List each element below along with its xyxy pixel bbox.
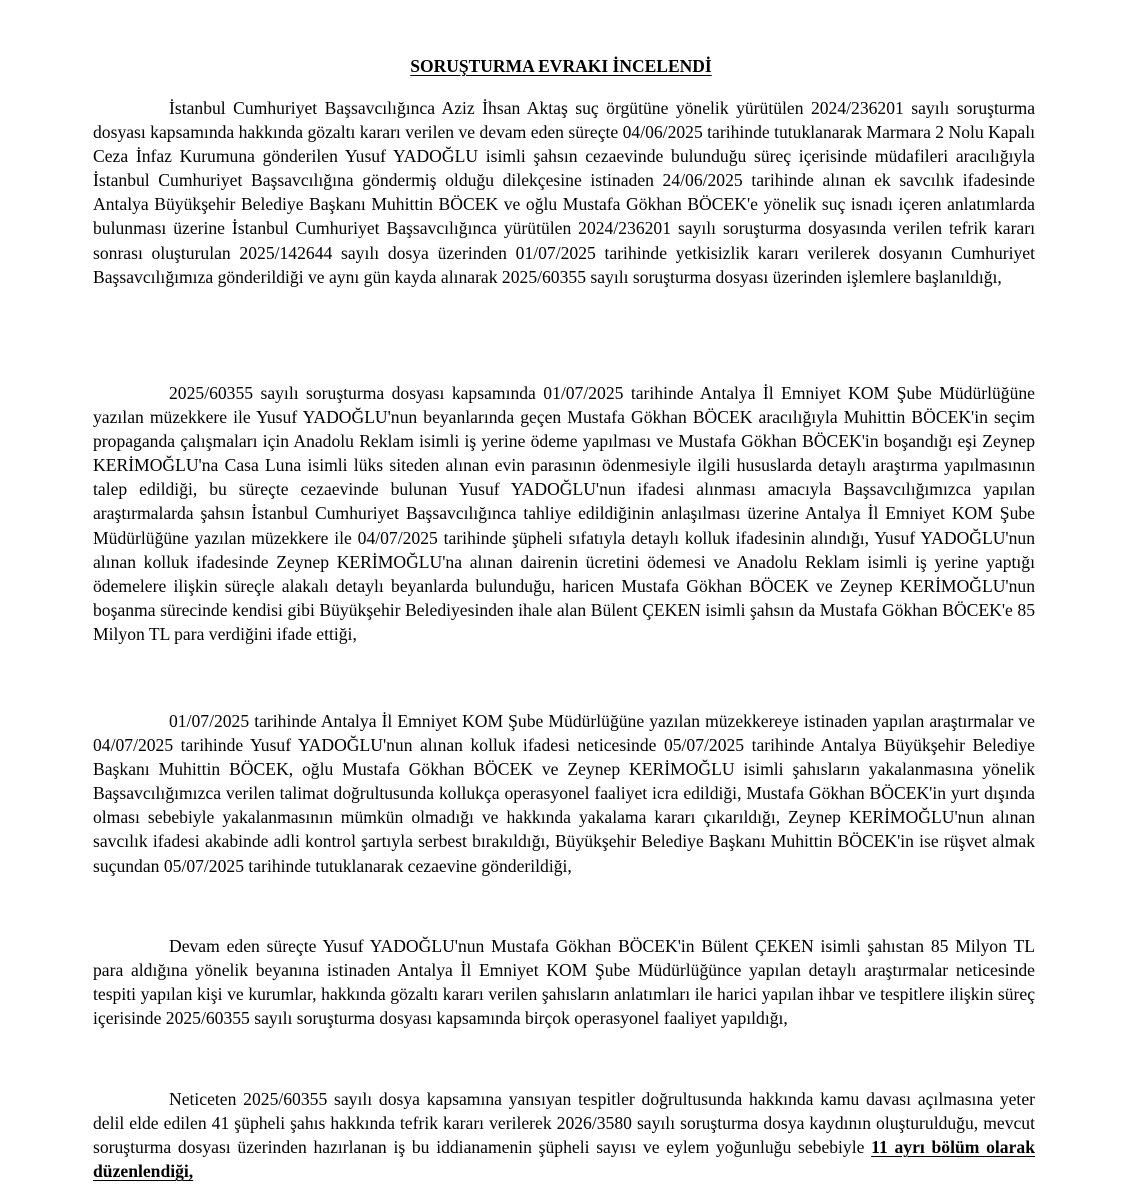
paragraph-police-memo: 2025/60355 sayılı soruşturma dosyası kapsamında 01/07/2025 tarihinde Antalya İl Emniyet KOM Şube Müdürlüğüne yazılan müzekkere ile Yusuf YADOĞLU'nun beyanlarında geçen Mustafa Gökhan BÖCEK aracılığıyla Muhittin BÖCEK'in seçim propaganda çalışmaları için Anadolu Reklam isimli iş yerine ödeme yapılması ve Mustafa Gökhan BÖCEK'in boşandığı eşi Zeynep KERİMOĞLU'na Casa Luna isimli lüks siteden alınan evin parasının ödenmesiyle ilgili hususlarda detaylı araştırma yapılmasının talep edildiği, bu süreçte cezaevinde bulunan Yusuf YADOĞLU'nun ifadesi alınması amacıyla Başsavcılığımızca yapılan araştırmalarda şahsın İstanbul Cumhuriyet Başsavcılığınca tahliye edildiğinin anlaşılması üzerine Antalya İl Emniyet KOM Şube Müdürlüğüne yazılan müzekkere ile 04/07/2025 tarihinde şüpheli sıfatıyla detaylı kolluk ifadesinin alındığı, Yusuf YADOĞLU'nun alınan kolluk ifadesinde Zeynep KERİMOĞLU'na alınan dairenin ücretini ödemesi ve Anadolu Reklam isimli iş yerine yaptığı ödemelere ilişkin süreçle alakalı detaylı beyanlarda bulunduğu, haricen Mustafa Gökhan BÖCEK ve Zeynep KERİMOĞLU'nun boşanma sürecinde kendisi gibi Büyükşehir Belediyesinden ihale alan Bülent ÇEKEN isimli şahsın da Mustafa Gökhan BÖCEK'e 85 Milyon TL para verdiğini ifade ettiği,: [93, 383, 1035, 644]
paragraph-investigation-origin: İstanbul Cumhuriyet Başsavcılığınca Aziz İhsan Aktaş suç örgütüne yönelik yürütülen 2024/236201 sayılı soruşturma dosyası kapsamında hakkında gözaltı kararı verilen ve devam eden süreçte 04/06/2025 tarihinde tutuklanarak Marmara 2 Nolu Kapalı Ceza İnfaz Kurumuna gönderilen Yusuf YADOĞLU isimli şahsın cezaevinde bulunduğu süreç içerisinde müdafileri aracılığıyla İstanbul Cumhuriyet Başsavcılığına göndermiş olduğu dilekçesine istinaden 24/06/2025 tarihinde alınan ek savcılık ifadesinde Antalya Büyükşehir Belediye Başkanı Muhittin BÖCEK ve oğlu Mustafa Gökhan BÖCEK'e yönelik suç isnadı içeren anlatımlarda bulunması üzerine İstanbul Cumhuriyet Başsavcılığınca yürütülen 2024/236201 sayılı soruşturma dosyasında verilen tefrik kararı sonrası oluşturulan 2025/142644 sayılı dosya üzerinden 01/07/2025 tarihinde yetkisizlik kararı verilerek dosyanın Cumhuriyet Başsavcılığımıza gönderildiği ve aynı gün kayda alınarak 2025/60355 sayılı soruşturma dosyası üzerinden işlemlere başlanıldığı,: [93, 98, 1035, 287]
paragraph-continuing-process: Devam eden süreçte Yusuf YADOĞLU'nun Mustafa Gökhan BÖCEK'in Bülent ÇEKEN isimli şahıstan 85 Milyon TL para aldığına yönelik beyanına istinaden Antalya İl Emniyet KOM Şube Müdürlüğünce yapılan detaylı araştırmalar neticesinde tespiti yapılan kişi ve kurumlar, hakkında gözaltı kararı verilen şahısların anlatımları ile harici yapılan ihbar ve tespitlere ilişkin süreç içerisinde 2025/60355 sayılı soruşturma dosyası kapsamında birçok operasyonel faaliyet yapıldığı,: [93, 936, 1035, 1029]
conclusion-text: Neticeten 2025/60355 sayılı dosya kapsamına yansıyan tespitler doğrultusunda hakkında kamu davası açılmasına yeter delil elde edilen 41 şüpheli şahıs hakkında tefrik kararı verilerek 2026/3580 sayılı soruşturma dosya kaydının oluşturulduğu, mevcut soruşturma dosyası üzerinden hazırlanan iş bu iddianamenin şüpheli sayısı ve eylem yoğunluğu sebebiyle: [93, 1089, 1035, 1158]
paragraph-conclusion: [93, 1087, 1035, 1183]
conclusion-emphasis: 11 ayrı bölüm olarak düzenlendiği,: [93, 1137, 1035, 1182]
paragraph-operation: 01/07/2025 tarihinde Antalya İl Emniyet KOM Şube Müdürlüğüne yazılan müzekkereye istinaden yapılan araştırmalar ve 04/07/2025 tarihinde Yusuf YADOĞLU'nun alınan kolluk ifadesi neticesinde 05/07/2025 tarihinde Antalya Büyükşehir Belediye Başkanı Muhittin BÖCEK, oğlu Mustafa Gökhan BÖCEK ve Zeynep KERİMOĞLU isimli şahısların yakalanmasına yönelik Başsavcılığımızca verilen talimat doğrultusunda kollukça operasyonel faaliyet icra edildiği, Mustafa Gökhan BÖCEK'in yurt dışında olması sebebiyle yakalanmasının mümkün olmadığı ve hakkında yakalama kararı çıkarıldığı, Zeynep KERİMOĞLU'nun alınan savcılık ifadesi akabinde adli kontrol şartıyla serbest bırakıldığı, Büyükşehir Belediye Başkanı Muhittin BÖCEK'in ise rüşvet almak suçundan 05/07/2025 tarihinde tutuklanarak cezaevine gönderildiği,: [93, 711, 1035, 876]
document-title: SORUŞTURMA EVRAKI İNCELENDİ: [410, 56, 712, 76]
